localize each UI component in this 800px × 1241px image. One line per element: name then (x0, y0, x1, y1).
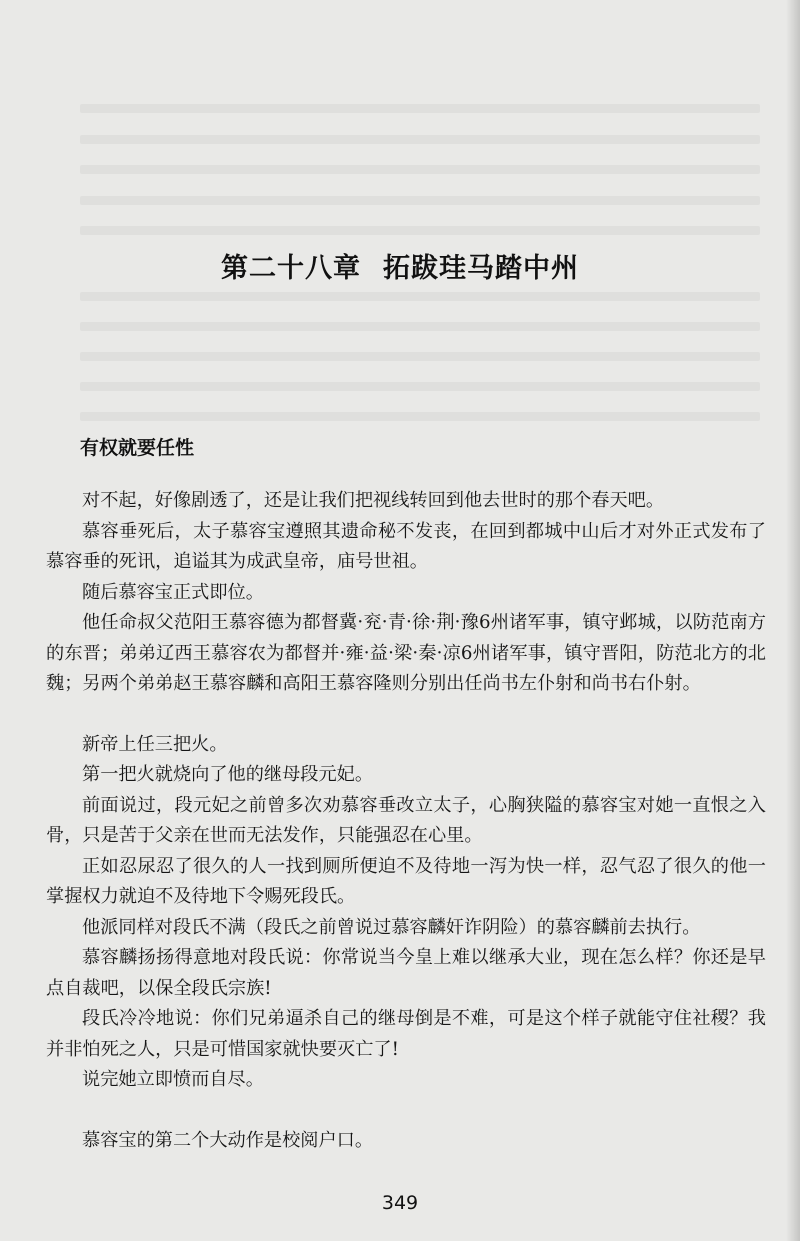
bleed-through-line (80, 412, 760, 421)
paragraph: 他任命叔父范阳王慕容德为都督冀·兖·青·徐·荆·豫6州诸军事，镇守邺城，以防范南方的东晋；弟弟辽西王慕容农为都督并·雍·益·梁·秦·凉6州诸军事，镇守晋阳，防范北方的北魏；另两个弟弟赵王慕容麟和高阳王慕容隆则分别出任尚书左仆射和尚书右仆射。 (46, 612, 766, 694)
bleed-through-line (80, 104, 760, 113)
paragraph: 前面说过，段元妃之前曾多次劝慕容垂改立太子，心胸狭隘的慕容宝对她一直恨之入骨，只是苦于父亲在世而无法发作，只能强忍在心里。 (46, 794, 766, 846)
paragraph: 慕容麟扬扬得意地对段氏说：你常说当今皇上难以继承大业，现在怎么样？你还是早点自裁吧，以保全段氏宗族! (46, 947, 766, 999)
paragraph: 慕容垂死后，太子慕容宝遵照其遗命秘不发丧，在回到都城中山后才对外正式发布了慕容垂的死讯，追谥其为成武皇帝，庙号世祖。 (46, 520, 766, 572)
bleed-through-line (80, 135, 760, 144)
bleed-through-line (80, 382, 760, 391)
paragraph: 慕容宝的第二个大动作是校阅户口。 (82, 1129, 374, 1151)
body-text (46, 486, 766, 1156)
chapter-number: 第二十八章 (221, 253, 361, 284)
chapter-name: 拓跋珪马踏中州 (383, 253, 579, 284)
chapter-title (0, 246, 800, 285)
paragraph: 第一把火就烧向了他的继母段元妃。 (82, 764, 374, 785)
bleed-through-line (80, 165, 760, 174)
paragraph: 新帝上任三把火。 (82, 733, 228, 755)
section-heading: 有权就要任性 (80, 437, 195, 459)
bleed-through-line (80, 352, 760, 361)
page-edge-shadow (786, 0, 800, 1241)
bleed-through-line (80, 322, 760, 331)
paragraph: 对不起，好像剧透了，还是让我们把视线转回到他去世时的那个春天吧。 (82, 490, 665, 511)
paragraph: 段氏冷冷地说：你们兄弟逼杀自己的继母倒是不难，可是这个样子就能守住社稷？我并非怕死之人，只是可惜国家就快要灭亡了! (46, 1008, 766, 1060)
paragraph: 说完她立即愤而自尽。 (82, 1069, 264, 1090)
paragraph: 正如忍尿忍了很久的人一找到厕所便迫不及待地一泻为快一样，忍气忍了很久的他一掌握权力就迫不及待地下令赐死段氏。 (46, 855, 766, 907)
bleed-through-line (80, 226, 760, 235)
bleed-through-line (80, 292, 760, 301)
paragraph: 他派同样对段氏不满（段氏之前曾说过慕容麟奸诈阴险）的慕容麟前去执行。 (82, 916, 701, 938)
bleed-through-line (80, 196, 760, 205)
paragraph: 随后慕容宝正式即位。 (82, 581, 264, 603)
page-number: 349 (381, 1192, 419, 1214)
